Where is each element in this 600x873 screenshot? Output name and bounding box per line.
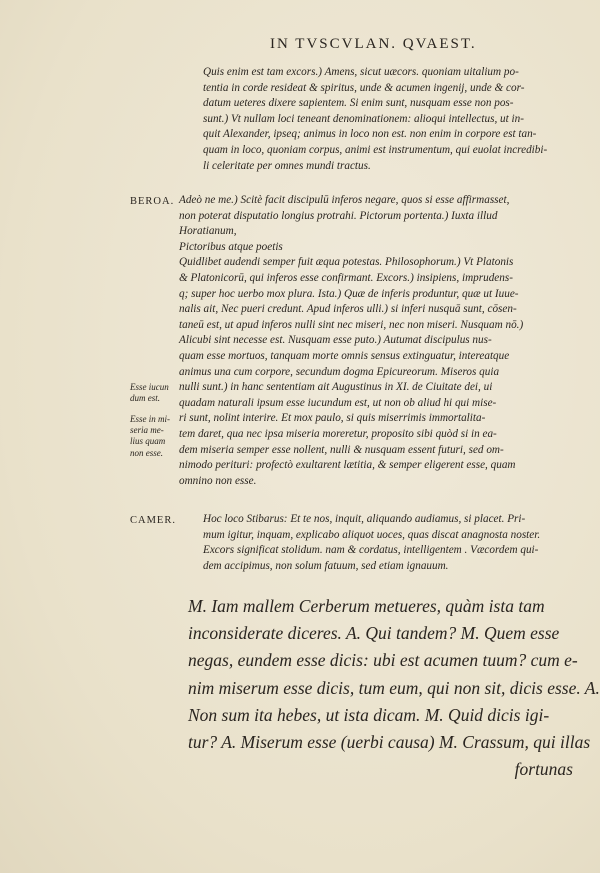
text-line: q; super hoc uerbo mox plura. Ista.) Quæ de inferis produntur, quæ ut Iuue- — [179, 287, 519, 300]
text-line: Pictoribus atque poetis — [179, 240, 283, 253]
marginal-line: non esse. — [130, 447, 163, 458]
speaker-label: CAMER. — [130, 515, 176, 526]
marginal-note — [130, 382, 182, 404]
text-line: nimodo perituri: profectò exultarent lætitia, & semper eligerent esse, quam — [179, 459, 516, 472]
text-line: Quis enim est tam excors.) Amens, sicut uæcors. quoniam uitalium po- — [203, 66, 519, 78]
text-line: omnino non esse. — [179, 474, 257, 487]
commentary-block-2 — [179, 193, 523, 489]
running-title: IN TVSCVLAN. QVAEST. — [270, 36, 477, 52]
text-line: quam in loco, quoniam corpus, animi est instrumentum, qui euolat incredibi- — [203, 143, 548, 156]
text-line: Hoc loco Stibarus: Et te nos, inquit, aliquando audiamus, si placet. Pri- — [203, 513, 526, 525]
text-line: sunt.) Vt nullam loci teneant denominationem: alioqui intellectus, ut in- — [203, 112, 524, 125]
text-line: Excors significat stolidum. nam & cordatus, intelligentem . Væcordem qui- — [203, 544, 539, 557]
marginal-line: Esse iucun — [130, 382, 169, 392]
text-line: non poterat disputatio longius protrahi. Pictorum portenta.) Iuxta illud — [179, 209, 498, 222]
marginal-line: lius quam — [130, 436, 166, 447]
text-line: Adeò ne me.) Scitè facit discipulū inferos negare, quos si esse affirmasset, — [179, 194, 510, 206]
main-text-line: tur? A. Miserum esse (uerbi causa) M. Crassum, qui illas — [188, 732, 591, 753]
text-line: dem miseria semper esse nollent, nulli & nusquam essent futuri, sed om- — [179, 443, 504, 456]
text-line: & Platonicorū, qui inferos esse confirmant. Excors.) insipiens, imprudens- — [179, 271, 513, 284]
marginal-line: dum est. — [130, 393, 160, 404]
text-line: quadam naturali ipsum esse iucundum est, ut non ob aliud hi qui mise- — [179, 396, 497, 409]
text-line: animus una cum corpore, secundum dogma Epicureorum. Miseros quia — [179, 365, 500, 378]
main-text-line: Non sum ita hebes, ut ista dicam. M. Quid dicis igi- — [188, 704, 550, 725]
text-line: taneū est, ut apud inferos nulli sint nec miseri, nec non miseri. Nusquam nō.) — [179, 318, 524, 331]
main-dialogue-text — [188, 593, 600, 783]
commentary-block-1 — [203, 65, 547, 174]
text-line: ri sunt, nolint interire. Et mox paulo, si quis miserrimis immortalita- — [179, 412, 486, 425]
main-text-line: M. Iam mallem Cerberum metueres, quàm ista tam — [188, 596, 545, 616]
catchword: fortunas — [514, 759, 573, 780]
marginal-line: Esse in mi- — [130, 414, 170, 424]
text-line: quit Alexander, ipseq; animus in loco non est. non enim in corpore est tan- — [203, 128, 537, 141]
text-line: nulli sunt.) in hanc sententiam ait Augustinus in XI. de Ciuitate dei, ui — [179, 381, 493, 394]
main-text-line: inconsiderate diceres. A. Qui tandem? M. Quem esse — [188, 623, 560, 644]
text-line: Horatianum, — [179, 225, 237, 238]
text-line: tentia in corde resideat & spiritus, unde & acumen ingenij, unde & cor- — [203, 81, 525, 94]
text-line: Quidlibet audendi semper fuit æqua potestas. Philosophorum.) Vt Platonis — [179, 256, 514, 269]
text-line: mum igitur, inquam, explicabo aliquot uoces, quas discat anagnosta noster. — [203, 528, 541, 541]
text-line: quam esse mortuos, tanquam morte omnis sensus extinguatur, intereatque — [179, 349, 510, 362]
main-text-line: negas, eundem esse dicis: ubi est acumen tuum? cum e- — [188, 650, 578, 671]
text-line: dem accipimus, non solum fatuum, sed etiam ignauum. — [203, 559, 449, 572]
speaker-label: BEROA. — [130, 196, 175, 207]
text-line: datum ueteres dixere sapientem. Si enim sunt, nusquam esse non pos- — [203, 97, 514, 110]
commentary-block-3 — [203, 512, 540, 574]
text-line: tem daret, qua nec ipsa miseria moreretur, proposito sibi quòd si in ea- — [179, 427, 497, 440]
text-line: nalis ait, Nec pueri credunt. Apud inferos ulli.) si inferi nusquā sunt, cōsen- — [179, 303, 517, 316]
text-line: li celeritate per omnes mundi tractus. — [203, 159, 371, 172]
marginal-note — [130, 414, 182, 459]
main-text-line: nim miserum esse dicis, tum eum, qui non sit, dicis esse. A. — [188, 677, 600, 698]
marginal-line: seria me- — [130, 425, 164, 436]
text-line: Alicubi sint necesse est. Nusquam esse puto.) Autumat discipulus nus- — [179, 334, 492, 347]
